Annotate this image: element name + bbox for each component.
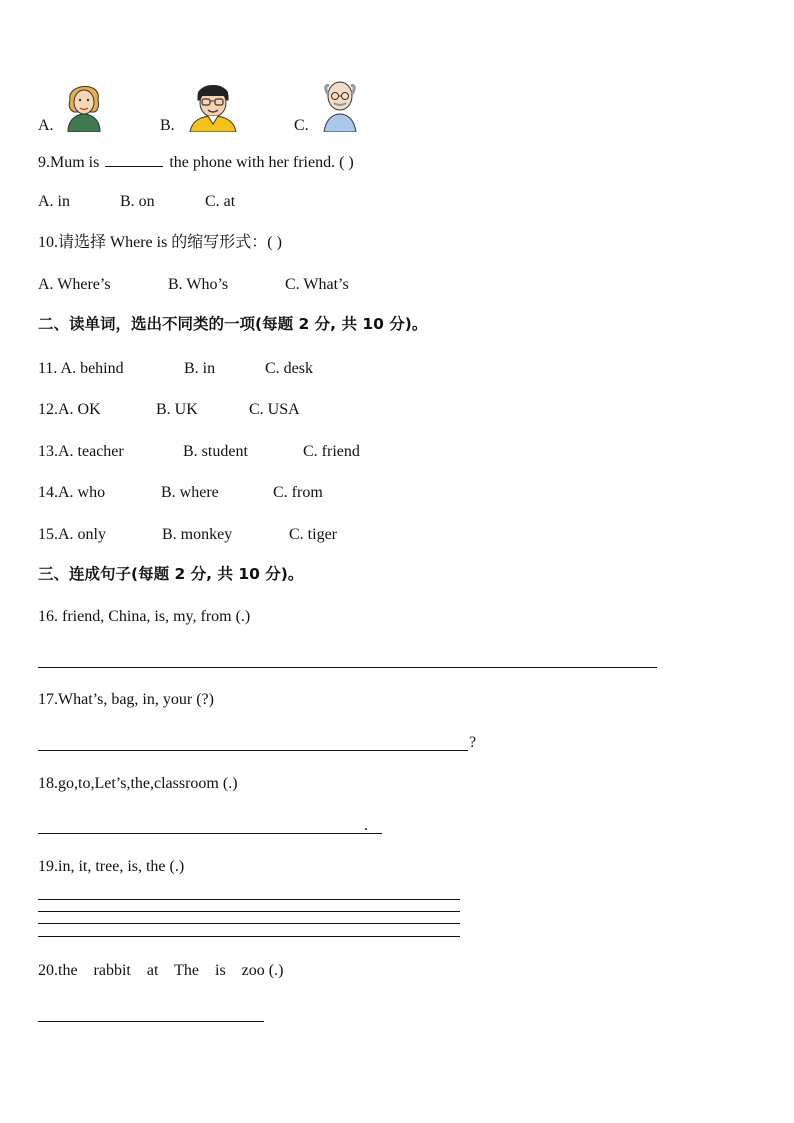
question-9-option-c: C. at — [205, 193, 236, 210]
question-18-prompt: 18.go,to,Let’s,the,classroom (.) — [38, 775, 238, 792]
question-9-option-b: B. on — [120, 193, 155, 210]
question-9-stem-after: the phone with her friend. ( ) — [165, 154, 354, 171]
section-2-heading: 二、读单词，选出不同类的一项(每题 2 分, 共 10 分)。 — [38, 315, 428, 333]
man-with-glasses-avatar-icon — [186, 78, 240, 132]
question-9 — [38, 152, 354, 171]
question-17-answer-line[interactable] — [38, 750, 468, 751]
question-15-option-b: B. monkey — [162, 526, 233, 543]
question-13-option-c: C. friend — [303, 443, 360, 460]
question-11-option-a: 11. A. behind — [38, 360, 124, 377]
question-12-option-c: C. USA — [249, 401, 300, 418]
question-13-option-b: B. student — [183, 443, 248, 460]
question-13-option-a: 13.A. teacher — [38, 443, 124, 460]
question-15-option-a: 15.A. only — [38, 526, 106, 543]
question-17-prompt: 17.What’s, bag, in, your (?) — [38, 691, 214, 708]
question-18-answer-line[interactable] — [38, 833, 382, 834]
woman-avatar-icon — [62, 78, 106, 132]
question-17-end-mark: ? — [469, 734, 477, 751]
question-10-option-a: A. Where’s — [38, 276, 111, 293]
answer-blank[interactable] — [105, 152, 163, 167]
question-14-option-c: C. from — [273, 484, 323, 501]
grandpa-avatar-icon — [318, 76, 362, 132]
question-19-answer-line[interactable] — [38, 923, 460, 924]
question-12-option-b: B. UK — [156, 401, 198, 418]
question-14-option-b: B. where — [161, 484, 219, 501]
option-b-label: B. — [160, 117, 175, 134]
question-9-option-a: A. in — [38, 193, 70, 210]
question-20-answer-line[interactable] — [38, 1021, 264, 1022]
option-a-label: A. — [38, 117, 54, 134]
question-19-answer-line[interactable] — [38, 899, 460, 900]
question-15-option-c: C. tiger — [289, 526, 337, 543]
question-14-option-a: 14.A. who — [38, 484, 106, 501]
question-10-stem: 10.请选择 Where is 的缩写形式：( ) — [38, 234, 282, 251]
question-19-prompt: 19.in, it, tree, is, the (.) — [38, 858, 185, 875]
question-12-option-a: 12.A. OK — [38, 401, 101, 418]
question-19-answer-line[interactable] — [38, 936, 460, 937]
question-16-prompt: 16. friend, China, is, my, from (.) — [38, 608, 251, 625]
question-10-option-b: B. Who’s — [168, 276, 229, 293]
question-9-stem-before: 9.Mum is — [38, 154, 104, 171]
option-c-label: C. — [294, 117, 309, 134]
question-18-end-mark: . — [364, 817, 368, 834]
question-16-answer-line[interactable] — [38, 667, 657, 668]
question-10-option-c: C. What’s — [285, 276, 349, 293]
question-11-option-c: C. desk — [265, 360, 313, 377]
section-3-heading: 三、连成句子(每题 2 分, 共 10 分)。 — [38, 565, 304, 583]
question-11-option-b: B. in — [184, 360, 216, 377]
question-20-prompt: 20.the rabbit at The is zoo (.) — [38, 962, 284, 979]
question-19-answer-line[interactable] — [38, 911, 460, 912]
